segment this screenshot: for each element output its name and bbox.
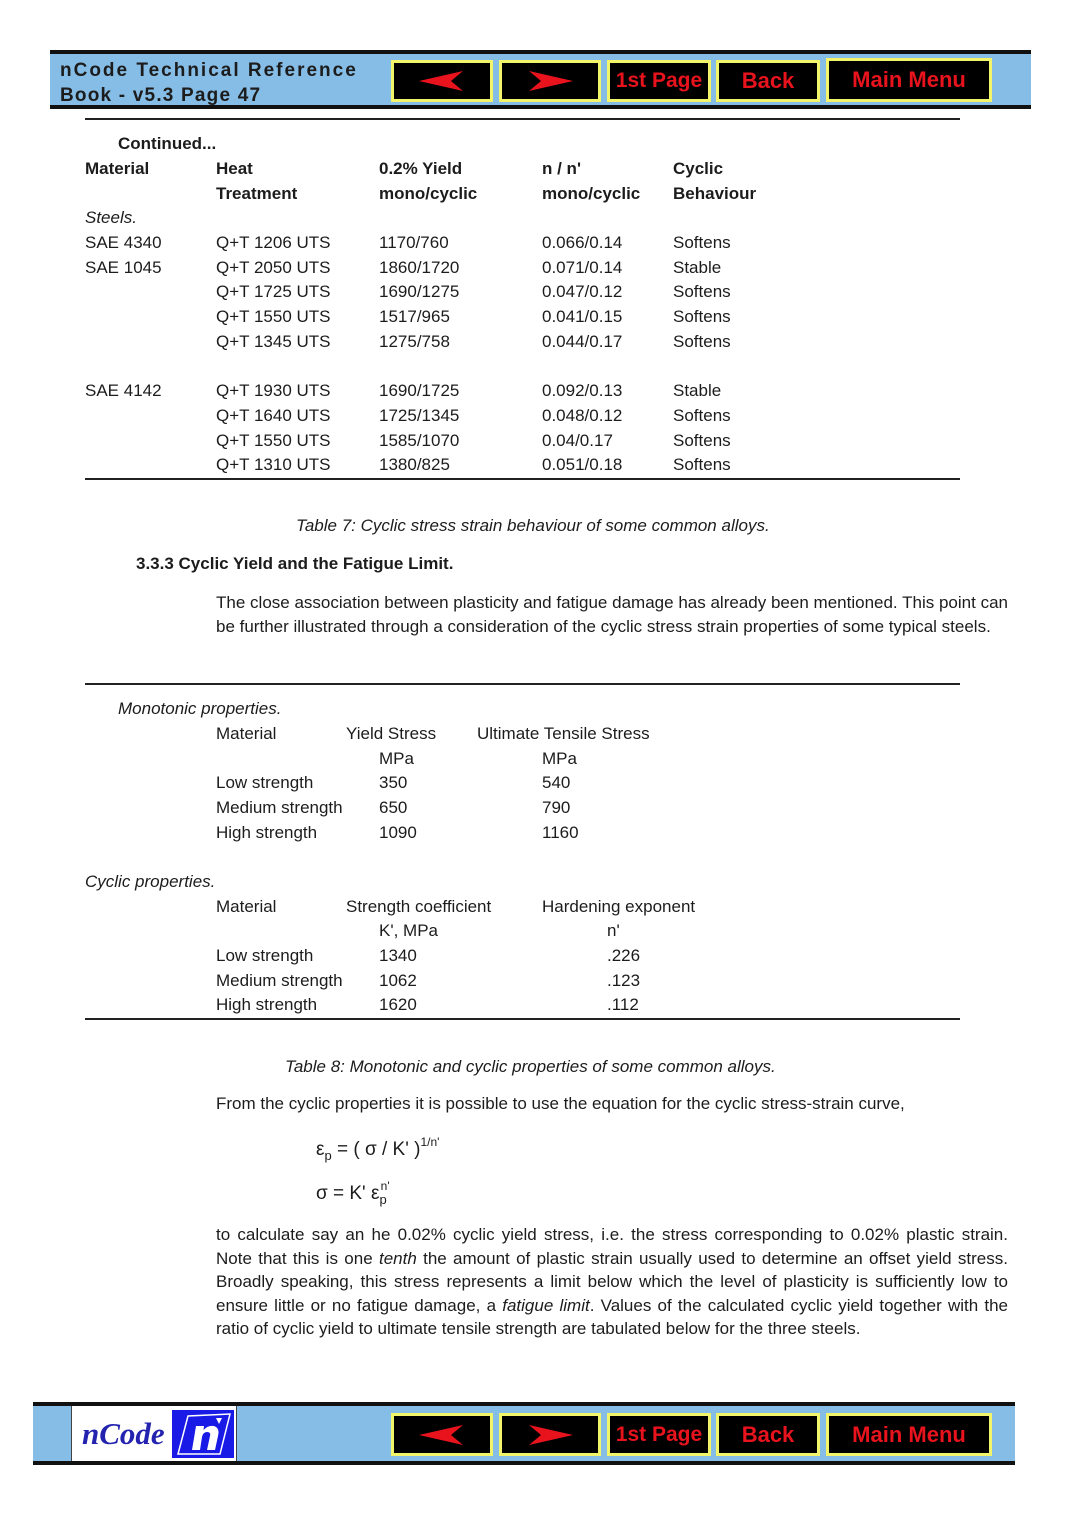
cell-n: 0.047/0.12 xyxy=(542,282,623,301)
right-arrow-icon xyxy=(525,70,575,92)
cell-n: .226 xyxy=(607,946,641,965)
cell-n: 0.048/0.12 xyxy=(542,406,623,425)
table7-group-steels: Steels. xyxy=(85,208,137,227)
cell-behaviour: Stable xyxy=(673,258,722,277)
cell-material: High strength xyxy=(216,995,318,1014)
table7-caption: Table 7: Cyclic stress strain behaviour of some common alloys. xyxy=(296,516,770,535)
table7-header-yield: 0.2% Yield xyxy=(379,159,463,178)
cell-k: 1620 xyxy=(379,995,417,1014)
cell-yield: 350 xyxy=(379,773,408,792)
monotonic-header-uts-unit: MPa xyxy=(542,749,577,768)
eq1-rhs: = ( σ / K' ) xyxy=(331,1139,421,1160)
section-intro-paragraph: The close association between plasticity and fatigue damage has already been mentioned. This point can be further illustrated through a consideration of the cyclic stress strain properties of some typical steels. xyxy=(216,593,1008,636)
document-title-line2: Book - v5.3 Page 47 xyxy=(60,85,262,106)
cell-behaviour: Softens xyxy=(673,332,731,351)
cell-n: 0.041/0.15 xyxy=(542,307,623,326)
cell-treatment: Q+T 1310 UTS xyxy=(216,455,331,474)
cell-uts: 540 xyxy=(542,773,571,792)
monotonic-header-yield: Yield Stress xyxy=(346,724,437,743)
cyclic-header-material: Material xyxy=(216,897,277,916)
cell-yield: 1585/1070 xyxy=(379,431,460,450)
cell-uts: 790 xyxy=(542,798,571,817)
eq2-exponent: n' xyxy=(380,1179,390,1193)
cell-behaviour: Softens xyxy=(673,282,731,301)
para-text-3: . Values of the calculated cyclic yield together with the ratio of cyclic yield to ultimate tensile strength are tabulated below for the three steels. xyxy=(216,1295,1008,1338)
cell-material: SAE 1045 xyxy=(85,258,162,277)
cell-yield: 1517/965 xyxy=(379,307,450,326)
table8-bottom-rule xyxy=(85,1018,960,1020)
ncode-logo xyxy=(71,1406,237,1461)
cell-material: SAE 4340 xyxy=(85,233,162,252)
cyclic-header-k: Strength coefficient xyxy=(346,897,492,916)
table7-header-n-sub: mono/cyclic xyxy=(542,184,641,203)
cyclic-properties-label: Cyclic properties. xyxy=(85,872,216,891)
footer-nav-bar xyxy=(33,1402,1015,1465)
first-page-button[interactable]: 1st Page xyxy=(607,60,711,102)
table7-header-treatment: Treatment xyxy=(216,184,298,203)
ncode-logo-text: nCode xyxy=(82,1416,165,1451)
table8-top-rule xyxy=(85,683,960,685)
back-button[interactable]: Back xyxy=(716,60,820,102)
cyclic-header-n: Hardening exponent xyxy=(542,897,696,916)
cell-n: 0.066/0.14 xyxy=(542,233,623,252)
right-arrow-icon xyxy=(525,1424,575,1446)
para-text-2: the amount of plastic strain usually used to determine an offset yield stress. Broadly speaking, this stress represents a limit below which the level of plasticity is sufficiently low to ensure little or no fatigue damage, a xyxy=(216,1248,1008,1315)
cell-treatment: Q+T 1345 UTS xyxy=(216,332,331,351)
cell-behaviour: Softens xyxy=(673,406,731,425)
cyclic-header-n-unit: n' xyxy=(607,921,620,940)
cell-treatment: Q+T 1550 UTS xyxy=(216,431,331,450)
table7-bottom-rule xyxy=(85,478,960,480)
cell-behaviour: Softens xyxy=(673,233,731,252)
eq1-epsilon: ε xyxy=(316,1139,325,1160)
section-heading: 3.3.3 Cyclic Yield and the Fatigue Limit. xyxy=(136,554,454,573)
equation-intro-text: From the cyclic properties it is possible to use the equation for the cyclic stress-strain curve, xyxy=(216,1094,905,1113)
cell-behaviour: Softens xyxy=(673,307,731,326)
left-arrow-icon xyxy=(417,1424,467,1446)
table8-caption: Table 8: Monotonic and cyclic properties of some common alloys. xyxy=(285,1057,776,1076)
cell-material: SAE 4142 xyxy=(85,381,162,400)
footer-next-page-button[interactable] xyxy=(499,1413,601,1456)
footer-first-page-button[interactable]: 1st Page xyxy=(607,1413,711,1456)
equation-stress xyxy=(316,1179,390,1207)
para-text-1: to calculate say an he 0.02% cyclic yield stress, i.e. the stress corresponding to 0.02% plastic strain. Note that this is one xyxy=(216,1225,1008,1268)
monotonic-header-uts: Ultimate Tensile Stress xyxy=(477,724,650,743)
cell-material: Low strength xyxy=(216,946,314,965)
header-nav-bar xyxy=(50,50,1031,109)
cell-material: Medium strength xyxy=(216,971,343,990)
prev-page-button[interactable] xyxy=(391,60,493,102)
cell-k: 1340 xyxy=(379,946,417,965)
footer-prev-page-button[interactable] xyxy=(391,1413,493,1456)
cell-material: High strength xyxy=(216,823,318,842)
cell-treatment: Q+T 1640 UTS xyxy=(216,406,331,425)
cell-yield: 650 xyxy=(379,798,408,817)
cell-material: Low strength xyxy=(216,773,314,792)
cell-material: Medium strength xyxy=(216,798,343,817)
cell-treatment: Q+T 2050 UTS xyxy=(216,258,331,277)
document-title-line1: nCode Technical Reference xyxy=(60,60,358,81)
table7-continued-label: Continued... xyxy=(118,134,217,153)
cyclic-header-k-unit: K', MPa xyxy=(379,921,438,940)
table7-header-behaviour: Behaviour xyxy=(673,184,757,203)
monotonic-properties-label: Monotonic properties. xyxy=(118,699,282,718)
table7-header-yield-sub: mono/cyclic xyxy=(379,184,478,203)
document-title xyxy=(60,58,358,108)
eq1-exponent: 1/n' xyxy=(420,1135,440,1149)
main-menu-button[interactable]: Main Menu xyxy=(826,58,992,102)
fatigue-limit-paragraph xyxy=(216,1223,1008,1341)
table7-top-rule xyxy=(85,118,960,120)
cell-n: 0.044/0.17 xyxy=(542,332,623,351)
cell-yield: 1380/825 xyxy=(379,455,450,474)
table7-header-heat: Heat xyxy=(216,159,253,178)
cell-n: .123 xyxy=(607,971,641,990)
cell-treatment: Q+T 1550 UTS xyxy=(216,307,331,326)
cell-yield: 1690/1725 xyxy=(379,381,460,400)
cell-n: 0.04/0.17 xyxy=(542,431,613,450)
left-arrow-icon xyxy=(417,70,467,92)
cell-treatment: Q+T 1725 UTS xyxy=(216,282,331,301)
equation-plastic-strain xyxy=(316,1135,439,1163)
monotonic-header-yield-unit: MPa xyxy=(379,749,414,768)
cell-yield: 1860/1720 xyxy=(379,258,460,277)
cell-k: 1062 xyxy=(379,971,417,990)
table7-header-n: n / n' xyxy=(542,159,581,178)
cell-yield: 1725/1345 xyxy=(379,406,460,425)
eq1-epsilon-subscript: p xyxy=(324,1148,332,1163)
cell-n: 0.071/0.14 xyxy=(542,258,623,277)
next-page-button[interactable] xyxy=(499,60,601,102)
footer-back-button[interactable]: Back xyxy=(716,1413,820,1456)
table7-header-cyclic: Cyclic xyxy=(673,159,724,178)
para-emphasis-tenth: tenth xyxy=(378,1248,417,1268)
cell-behaviour: Stable xyxy=(673,381,722,400)
eq2-subscript: p xyxy=(379,1192,387,1207)
cell-yield: 1275/758 xyxy=(379,332,450,351)
cell-yield: 1690/1275 xyxy=(379,282,460,301)
cell-yield: 1090 xyxy=(379,823,417,842)
cell-yield: 1170/760 xyxy=(379,233,449,252)
footer-main-menu-button[interactable]: Main Menu xyxy=(826,1413,992,1456)
monotonic-header-material: Material xyxy=(216,724,277,743)
cell-n: .112 xyxy=(607,995,639,1014)
cell-treatment: Q+T 1206 UTS xyxy=(216,233,331,252)
table7-header-material: Material xyxy=(85,159,150,178)
cell-treatment: Q+T 1930 UTS xyxy=(216,381,331,400)
cell-behaviour: Softens xyxy=(673,431,731,450)
eq2-sigma: σ xyxy=(316,1183,328,1204)
cell-n: 0.051/0.18 xyxy=(542,455,623,474)
eq2-rhs: = K' ε xyxy=(327,1183,380,1204)
cell-behaviour: Softens xyxy=(673,455,731,474)
ncode-logo-mark-icon xyxy=(172,1410,234,1458)
cell-uts: 1160 xyxy=(542,823,579,842)
cell-n: 0.092/0.13 xyxy=(542,381,623,400)
para-emphasis-fatigue-limit: fatigue limit xyxy=(502,1295,590,1315)
